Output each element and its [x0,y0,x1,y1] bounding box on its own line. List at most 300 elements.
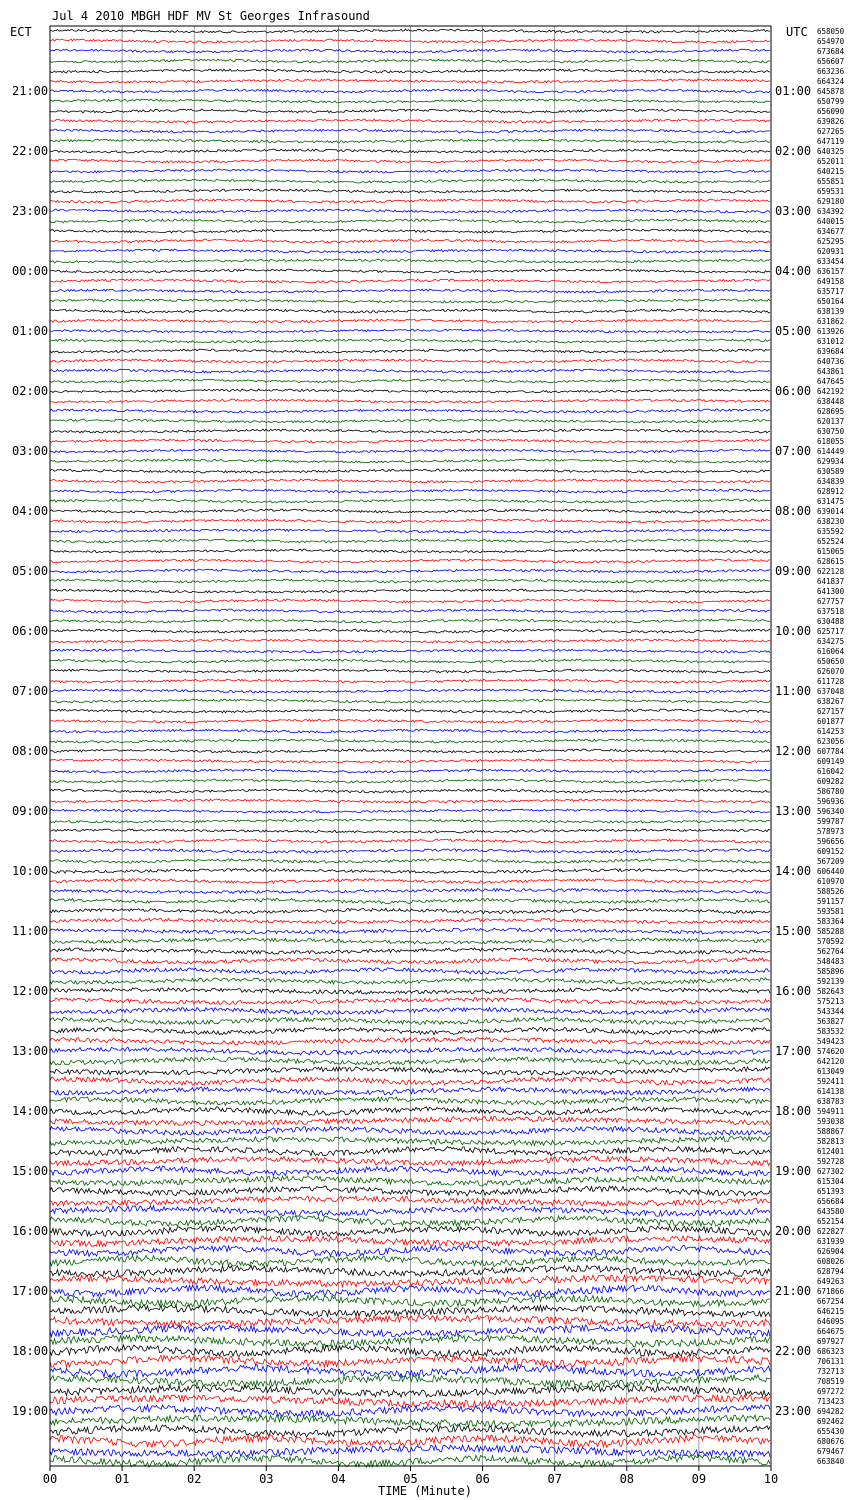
amplitude-label: 692462 [817,1417,845,1426]
amplitude-label: 628794 [817,1267,845,1276]
trace-line-11 [50,129,770,133]
trace-line-121 [50,1226,770,1237]
amplitude-label: 641300 [817,587,845,596]
amplitude-label: 658050 [817,27,845,36]
amplitude-label: 620137 [817,417,845,426]
trace-line-105 [50,1067,770,1075]
trace-line-120 [50,1216,770,1226]
trace-line-107 [50,1087,770,1095]
trace-line-19 [50,209,770,213]
amplitude-label: 629180 [817,197,845,206]
trace-line-67 [50,689,770,693]
right-hour-label: 12:00 [775,744,812,758]
trace-line-60 [50,619,770,623]
amplitude-label: 634275 [817,637,845,646]
amplitude-label: 680676 [817,1437,845,1446]
trace-line-2 [50,39,770,43]
trace-line-72 [50,739,770,743]
amplitude-label: 656607 [817,57,845,66]
trace-line-85 [50,869,770,874]
left-hour-label: 19:00 [12,1404,49,1418]
amplitude-label: 586780 [817,787,845,796]
trace-line-62 [50,639,770,643]
left-hour-label: 04:00 [12,504,49,518]
amplitude-label: 640215 [817,167,845,176]
trace-line-119 [50,1206,770,1216]
trace-line-70 [50,719,770,723]
trace-line-133 [50,1345,770,1357]
right-hour-label: 09:00 [775,564,812,578]
amplitude-label: 732713 [817,1367,845,1376]
trace-line-44 [50,459,770,463]
trace-line-118 [50,1196,770,1206]
amplitude-label: 593038 [817,1117,845,1126]
amplitude-label: 574620 [817,1047,845,1056]
amplitude-label: 592728 [817,1157,845,1166]
trace-line-103 [50,1047,770,1055]
amplitude-label: 596656 [817,837,845,846]
right-hour-label: 10:00 [775,624,812,638]
amplitude-label: 622128 [817,567,845,576]
left-hour-label: 15:00 [12,1164,49,1178]
trace-line-56 [50,579,770,583]
trace-line-51 [50,529,770,533]
right-hour-labels [775,84,811,1418]
amplitude-label: 655851 [817,177,845,186]
amplitude-label: 713423 [817,1397,845,1406]
amplitude-label: 646215 [817,1307,845,1316]
trace-line-74 [50,759,770,763]
trace-line-92 [50,938,770,944]
x-tick-label: 06 [475,1472,490,1486]
amplitude-label: 583364 [817,917,845,926]
amplitude-label: 611728 [817,677,845,686]
amplitude-label: 606440 [817,867,845,876]
trace-line-55 [50,569,770,573]
amplitude-label: 562764 [817,947,845,956]
amplitude-label: 627302 [817,1167,845,1176]
x-tick-label: 10 [763,1472,779,1486]
right-hour-label: 13:00 [775,804,812,818]
trace-line-77 [50,789,770,793]
amplitude-label: 642120 [817,1057,845,1066]
trace-line-5 [50,69,770,73]
amplitude-label: 645878 [817,87,845,96]
left-hour-label: 02:00 [12,384,49,398]
trace-line-22 [50,239,770,243]
left-hour-label: 06:00 [12,624,49,638]
chart-title: Jul 4 2010 MBGH HDF MV St Georges Infrasound [52,9,370,23]
amplitude-label: 618055 [817,437,845,446]
trace-line-93 [50,948,770,954]
trace-line-15 [50,169,770,173]
trace-line-87 [50,889,770,894]
trace-line-30 [50,319,770,323]
amplitude-label: 652524 [817,537,845,546]
trace-line-109 [50,1107,770,1116]
amplitude-label: 634839 [817,477,845,486]
trace-line-112 [50,1137,770,1146]
right-hour-label: 05:00 [775,324,812,338]
trace-line-38 [50,399,770,403]
trace-line-3 [50,49,770,53]
amplitude-label: 633454 [817,257,845,266]
amplitude-label: 697272 [817,1387,845,1396]
amplitude-label: 631012 [817,337,845,346]
amplitude-label: 640015 [817,217,845,226]
trace-line-80 [50,819,770,823]
trace-line-125 [50,1265,770,1276]
amplitude-label: 664675 [817,1327,845,1336]
amplitude-label: 650164 [817,297,845,306]
amplitude-label: 625717 [817,627,845,636]
right-hour-label: 15:00 [775,924,812,938]
amplitude-label: 640736 [817,357,845,366]
left-hour-label: 17:00 [12,1284,49,1298]
amplitude-label: 578973 [817,827,845,836]
amplitude-label: 639684 [817,347,845,356]
trace-line-100 [50,1018,770,1025]
amplitude-label: 627265 [817,127,845,136]
amplitude-label: 667254 [817,1297,845,1306]
amplitude-label: 652154 [817,1217,845,1226]
amplitude-label: 570592 [817,937,845,946]
trace-line-53 [50,549,770,553]
trace-line-141 [50,1425,770,1438]
amplitude-label: 631862 [817,317,845,326]
trace-line-110 [50,1117,770,1126]
trace-line-46 [50,479,770,483]
trace-line-137 [50,1385,770,1397]
amplitude-label: 643580 [817,1207,845,1216]
trace-line-68 [50,699,770,703]
right-hour-label: 22:00 [775,1344,812,1358]
x-tick-label: 04 [331,1472,346,1486]
trace-line-58 [50,599,770,603]
trace-line-27 [50,289,770,293]
trace-line-14 [50,159,770,163]
trace-line-69 [50,709,770,713]
trace-line-96 [50,978,770,984]
trace-line-52 [50,539,770,543]
amplitude-label: 585896 [817,967,845,976]
trace-line-42 [50,439,770,443]
x-tick-label: 08 [619,1472,635,1486]
left-hour-label: 05:00 [12,564,49,578]
amplitude-label: 639014 [817,507,845,516]
amplitude-label: 627157 [817,707,845,716]
trace-line-61 [50,629,770,633]
trace-line-108 [50,1097,770,1105]
trace-line-115 [50,1166,770,1176]
amplitude-label: 656090 [817,107,845,116]
amplitude-label: 643861 [817,367,845,376]
amplitude-label: 615065 [817,547,845,556]
trace-line-136 [50,1375,770,1387]
right-hour-label: 04:00 [775,264,812,278]
trace-line-12 [50,139,770,143]
trace-line-88 [50,898,770,903]
amplitude-label: 664324 [817,77,845,86]
amplitude-label: 638267 [817,697,845,706]
trace-line-21 [50,229,770,233]
trace-line-7 [50,89,770,93]
amplitude-label: 575213 [817,997,845,1006]
left-hour-label: 14:00 [12,1104,49,1118]
trace-line-75 [50,769,770,773]
amplitude-label: 694282 [817,1407,845,1416]
left-hour-label: 11:00 [12,924,49,938]
trace-line-25 [50,269,770,273]
trace-line-9 [50,109,770,113]
trace-line-17 [50,189,770,193]
amplitude-label: 607784 [817,747,845,756]
amplitude-label: 649158 [817,277,845,286]
x-axis-title: TIME (Minute) [378,1484,472,1498]
trace-line-142 [50,1435,770,1447]
trace-line-50 [50,519,770,523]
trace-line-122 [50,1236,770,1247]
amplitude-label: 638230 [817,517,845,526]
amplitude-label: 647645 [817,377,845,386]
trace-line-39 [50,409,770,413]
trace-line-78 [50,799,770,803]
amplitude-label: 601877 [817,717,845,726]
amplitude-label: 548483 [817,957,845,966]
trace-line-127 [50,1285,770,1297]
amplitude-label: 613926 [817,327,845,336]
trace-line-57 [50,589,770,593]
trace-line-34 [50,359,770,363]
x-tick-label: 02 [186,1472,202,1486]
amplitude-label: 631939 [817,1237,845,1246]
right-hour-label: 17:00 [775,1044,812,1058]
amplitude-label: 614138 [817,1087,845,1096]
right-hour-label: 11:00 [775,684,812,698]
amplitude-label: 638448 [817,397,845,406]
right-hour-label: 02:00 [775,144,812,158]
x-tick-label: 05 [403,1472,418,1486]
left-hour-label: 21:00 [12,84,49,98]
amplitude-label: 583532 [817,1027,845,1036]
trace-line-140 [50,1415,770,1427]
trace-line-13 [50,149,770,153]
trace-line-139 [50,1405,770,1417]
trace-line-135 [50,1365,770,1378]
amplitude-label: 588867 [817,1127,845,1136]
amplitude-label: 638139 [817,307,845,316]
trace-line-79 [50,809,770,813]
trace-line-82 [50,839,770,843]
amplitude-label: 663236 [817,67,845,76]
trace-line-89 [50,908,770,913]
amplitude-label: 630488 [817,617,845,626]
trace-line-131 [50,1325,770,1337]
trace-line-138 [50,1395,770,1407]
amplitude-label: 585288 [817,927,845,936]
trace-line-16 [50,179,770,183]
trace-line-48 [50,499,770,503]
trace-line-116 [50,1176,770,1186]
amplitude-label: 635717 [817,287,845,296]
right-hour-label: 06:00 [775,384,812,398]
amplitude-label: 599787 [817,817,845,826]
x-tick-label: 03 [259,1472,274,1486]
trace-line-1 [50,29,770,33]
amplitude-label: 609282 [817,777,845,786]
amplitude-label: 614253 [817,727,845,736]
amplitude-label: 634392 [817,207,845,216]
amplitude-label: 635592 [817,527,845,536]
trace-line-66 [50,679,770,683]
trace-line-28 [50,299,770,303]
amplitude-label: 652011 [817,157,845,166]
amplitude-label: 630589 [817,467,845,476]
trace-line-97 [50,988,770,995]
right-hour-label: 03:00 [775,204,812,218]
amplitude-label: 646095 [817,1317,845,1326]
left-timezone-label: ECT [10,25,32,39]
right-hour-label: 19:00 [775,1164,812,1178]
amplitude-label: 614449 [817,447,845,456]
amplitude-label: 650799 [817,97,845,106]
left-hour-label: 16:00 [12,1224,49,1238]
right-hour-label: 16:00 [775,984,812,998]
amplitude-label: 655430 [817,1427,845,1436]
trace-line-8 [50,99,770,103]
amplitude-label: 627757 [817,597,845,606]
amplitude-label: 638783 [817,1097,845,1106]
left-hour-label: 22:00 [12,144,49,158]
right-hour-label: 01:00 [775,84,812,98]
trace-line-76 [50,779,770,783]
trace-line-32 [50,339,770,343]
amplitude-label: 630750 [817,427,845,436]
trace-line-49 [50,509,770,513]
trace-line-18 [50,199,770,203]
amplitude-label: 610970 [817,877,845,886]
left-hour-label: 01:00 [12,324,49,338]
amplitude-label: 628695 [817,407,845,416]
trace-line-45 [50,469,770,473]
amplitude-label: 608026 [817,1257,845,1266]
amplitude-label: 612401 [817,1147,845,1156]
amplitude-label: 582643 [817,987,845,996]
trace-line-117 [50,1186,770,1196]
trace-line-111 [50,1127,770,1136]
trace-line-71 [50,729,770,733]
amplitude-label: 706131 [817,1357,845,1366]
trace-line-83 [50,849,770,853]
trace-line-37 [50,389,770,393]
trace-line-123 [50,1246,770,1257]
amplitude-label: 637048 [817,687,845,696]
trace-line-29 [50,309,770,313]
trace-line-143 [50,1445,770,1457]
trace-line-81 [50,829,770,833]
trace-line-98 [50,998,770,1005]
right-hour-label: 14:00 [775,864,812,878]
amplitude-label: 656684 [817,1197,845,1206]
trace-line-101 [50,1027,770,1034]
left-hour-labels [12,84,48,1418]
trace-line-63 [50,649,770,653]
right-hour-label: 23:00 [775,1404,812,1418]
trace-line-90 [50,918,770,923]
trace-line-126 [50,1275,770,1287]
amplitude-labels [817,27,845,1466]
trace-line-4 [50,59,770,63]
amplitude-label: 609149 [817,757,845,766]
trace-line-36 [50,379,770,383]
right-hour-label: 07:00 [775,444,812,458]
amplitude-label: 708519 [817,1377,845,1386]
left-hour-label: 10:00 [12,864,49,878]
trace-line-43 [50,449,770,453]
trace-line-124 [50,1255,770,1266]
amplitude-label: 642192 [817,387,845,396]
left-hour-label: 12:00 [12,984,49,998]
amplitude-label: 625295 [817,237,845,246]
amplitude-label: 623056 [817,737,845,746]
trace-line-24 [50,259,770,263]
amplitude-label: 629934 [817,457,845,466]
amplitude-label: 686323 [817,1347,845,1356]
amplitude-label: 639826 [817,117,845,126]
amplitude-label: 592139 [817,977,845,986]
right-hour-label: 18:00 [775,1104,812,1118]
trace-line-86 [50,879,770,884]
left-hour-label: 07:00 [12,684,49,698]
amplitude-label: 622827 [817,1227,845,1236]
trace-line-59 [50,609,770,613]
amplitude-label: 563827 [817,1017,845,1026]
x-tick-label: 09 [691,1472,707,1486]
amplitude-label: 596340 [817,807,845,816]
amplitude-label: 628615 [817,557,845,566]
amplitude-label: 641837 [817,577,845,586]
amplitude-label: 594911 [817,1107,845,1116]
trace-line-102 [50,1037,770,1045]
right-hour-label: 20:00 [775,1224,812,1238]
trace-line-91 [50,928,770,934]
amplitude-label: 634677 [817,227,845,236]
amplitude-label: 616042 [817,767,845,776]
trace-line-20 [50,219,770,223]
amplitude-label: 671866 [817,1287,845,1296]
amplitude-label: 609152 [817,847,845,856]
trace-line-6 [50,79,770,83]
amplitude-label: 628912 [817,487,845,496]
amplitude-label: 626070 [817,667,845,676]
amplitude-label: 631475 [817,497,845,506]
right-hour-label: 21:00 [775,1284,812,1298]
x-tick-label: 01 [114,1472,130,1486]
trace-line-144 [50,1455,770,1467]
trace-line-84 [50,859,770,864]
amplitude-label: 616064 [817,647,845,656]
left-hour-label: 23:00 [12,204,49,218]
amplitude-label: 588526 [817,887,845,896]
left-hour-label: 18:00 [12,1344,49,1358]
trace-line-65 [50,669,770,673]
amplitude-label: 640325 [817,147,845,156]
right-hour-label: 08:00 [775,504,812,518]
amplitude-label: 592411 [817,1077,845,1086]
trace-line-54 [50,559,770,563]
amplitude-label: 620931 [817,247,845,256]
x-axis-ticks [43,1466,778,1486]
